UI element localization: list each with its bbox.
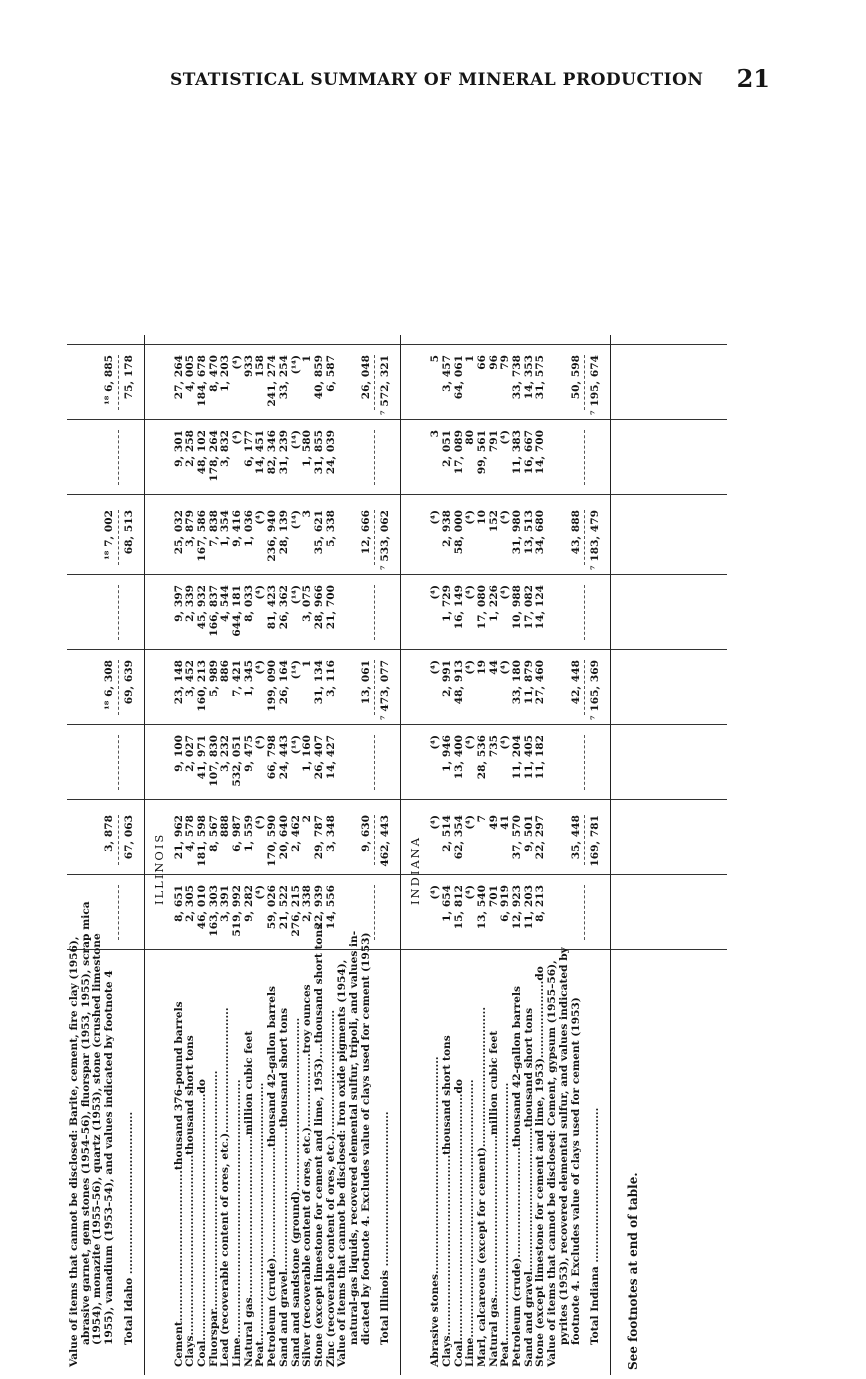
indiana-row-label: Marl, calcareous (except for cement)......................................	[475, 1006, 488, 1367]
indiana-row-value: 735	[487, 735, 500, 758]
indiana-row-value: (⁴)	[464, 510, 477, 525]
illinois-row-label: Petroleum (crude)..............................thousand 42-gallon barrels	[266, 986, 279, 1367]
illinois-row-value: 45, 932	[195, 585, 208, 630]
indiana-row-value: 1, 654	[440, 885, 453, 922]
illinois-row-value: 166, 837	[207, 585, 220, 637]
indiana-row-value: 14, 124	[534, 585, 547, 630]
indiana-row-value: 79	[499, 355, 512, 370]
indiana-row-label: Clays.................................................thousand short tons	[440, 1035, 453, 1367]
idaho-total-value: 75, 178	[122, 355, 135, 400]
indiana-row-value: (⁴)	[464, 885, 477, 900]
column-rule	[67, 419, 727, 420]
indiana-row-value: 58, 000	[452, 510, 465, 555]
indiana-row-value: 33, 180	[511, 660, 523, 705]
indiana-row-value: (⁴)	[464, 735, 477, 750]
indiana-row-value: 1, 226	[487, 585, 500, 622]
illinois-row-label: Cement.........................................thousand 376-pound barrels	[172, 1001, 185, 1367]
subtotal-rule	[374, 430, 375, 485]
indiana-row-value: 11, 383	[511, 430, 523, 475]
column-rule	[67, 874, 727, 875]
indiana-row-value: 16, 149	[452, 585, 465, 630]
illinois-row-value: 3, 348	[324, 815, 337, 852]
illinois-row-value: 25, 032	[172, 510, 185, 555]
subtotal-rule	[584, 355, 585, 410]
illinois-other-label: Value of items that cannot be disclosed: Iron oxide pigments (1954),	[336, 959, 349, 1367]
illinois-row-value: 7, 838	[207, 510, 220, 547]
subtotal-rule	[118, 585, 119, 640]
illinois-row-value: 9, 475	[242, 735, 255, 772]
rotated-table-region	[65, 100, 755, 1375]
indiana-row-value: 16, 667	[522, 430, 535, 475]
illinois-row-value: 3, 232	[219, 735, 232, 772]
illinois-row-value: 48, 102	[195, 430, 208, 475]
illinois-row-value: 28, 139	[277, 510, 290, 555]
illinois-row-value: 40, 859	[312, 355, 325, 400]
subtotal-rule	[374, 885, 375, 940]
illinois-row-value: 4, 544	[219, 585, 232, 622]
indiana-row-label: Natural gas............................................million cubic feet	[487, 1030, 500, 1367]
indiana-row-value: (⁴)	[499, 660, 512, 675]
illinois-total-value: 462, 443	[379, 815, 392, 867]
total-indiana-label: Total Indiana ..........................................	[589, 1107, 602, 1345]
indiana-row-value: 44	[487, 660, 500, 675]
column-rule	[67, 724, 727, 725]
indiana-row-value: 11, 203	[522, 885, 535, 930]
indiana-row-value: 7	[475, 815, 488, 823]
illinois-row-value: 46, 010	[195, 885, 208, 930]
indiana-row-label: Peat......................................................................	[499, 1082, 512, 1367]
illinois-row-value: 9, 301	[172, 430, 185, 467]
indiana-row-value: 37, 570	[511, 815, 523, 860]
indiana-row-value: 99, 561	[475, 430, 488, 475]
indiana-total-value: 169, 781	[589, 815, 602, 867]
indiana-row-value: 13, 400	[452, 735, 465, 780]
illinois-row-value: 9, 100	[172, 735, 185, 772]
illinois-row-value: 3, 879	[184, 510, 197, 547]
indiana-row-value: 66	[475, 355, 488, 370]
illinois-row-value: 31, 134	[312, 660, 325, 705]
indiana-row-value: (⁴)	[499, 585, 512, 600]
running-title: STATISTICAL SUMMARY OF MINERAL PRODUCTION	[170, 70, 704, 90]
illinois-row-value: 6, 587	[324, 355, 337, 392]
section-title-indiana: INDIANA	[408, 835, 423, 905]
subtotal-rule	[374, 585, 375, 640]
illinois-row-value: 888	[219, 815, 232, 838]
illinois-row-value: 27, 264	[172, 355, 185, 400]
indiana-other-value: 50, 598	[569, 355, 582, 400]
illinois-row-value: 2, 462	[289, 815, 302, 852]
idaho-other-label: Value of items that cannot be disclosed: Barite, cement, fire clay (1956),	[68, 936, 80, 1367]
illinois-row-label: Clays.................................................thousand short tons	[184, 1035, 197, 1367]
page-header	[170, 66, 770, 92]
illinois-row-value: 3, 116	[324, 660, 337, 697]
indiana-row-value: (⁴)	[464, 815, 477, 830]
illinois-row-value: 3, 391	[219, 885, 232, 922]
indiana-row-value: (⁴)	[429, 585, 442, 600]
indiana-row-value: 152	[487, 510, 500, 533]
total-illinois-label: Total Illinois ..........................................	[379, 1111, 392, 1345]
illinois-row-value: (⁴)	[254, 510, 267, 525]
indiana-row-value: 96	[487, 355, 500, 370]
illinois-row-value: (¹⁴)	[289, 660, 302, 680]
indiana-row-value: 34, 680	[534, 510, 547, 555]
illinois-row-value: 6, 987	[231, 815, 243, 852]
illinois-other-value: 9, 630	[359, 815, 372, 852]
illinois-row-value: 8, 567	[207, 815, 220, 852]
illinois-row-value: 3, 075	[301, 585, 314, 622]
illinois-row-value: 1, 345	[242, 660, 255, 697]
illinois-total-value: ⁷ 473, 077	[379, 660, 392, 720]
subtotal-rule	[584, 430, 585, 485]
illinois-row-value: 519, 992	[231, 885, 243, 937]
illinois-row-value: 2, 339	[184, 585, 197, 622]
section-rule	[610, 335, 611, 1375]
illinois-other-value: 13, 061	[359, 660, 372, 705]
column-rule	[67, 344, 727, 345]
illinois-row-value: 21, 962	[172, 815, 185, 860]
illinois-row-value: 933	[242, 355, 255, 378]
indiana-total-value: ⁷ 165, 369	[589, 660, 602, 720]
idaho-total-value: 69, 639	[122, 660, 135, 705]
subtotal-rule	[584, 885, 585, 940]
indiana-row-value: 2, 051	[440, 430, 453, 467]
idaho-other-value: ¹⁸ 7, 002	[103, 510, 116, 560]
illinois-row-value: 8, 033	[242, 585, 255, 622]
illinois-row-label: Coal...................................................................do	[195, 1079, 208, 1367]
illinois-row-value: (⁴)	[254, 735, 267, 750]
column-rule	[67, 649, 727, 650]
illinois-row-value: (¹⁴)	[289, 735, 302, 755]
illinois-row-value: 66, 798	[266, 735, 279, 780]
illinois-row-value: 5, 989	[207, 660, 220, 697]
indiana-row-value: 31, 980	[511, 510, 523, 555]
indiana-row-value: 41	[499, 815, 512, 830]
illinois-row-label: Sand and sandstone (ground)...............................................	[289, 1017, 302, 1367]
illinois-row-value: 3, 832	[219, 430, 232, 467]
illinois-row-value: 1	[301, 660, 314, 668]
indiana-row-value: 6, 919	[499, 885, 512, 922]
illinois-row-value: 2, 258	[184, 430, 197, 467]
subtotal-rule	[374, 735, 375, 790]
indiana-other-label: footnote 4. Excludes value of clays used for cement (1953)	[569, 997, 582, 1345]
illinois-row-value: 9, 416	[231, 510, 243, 547]
indiana-row-value: 12, 923	[511, 885, 523, 930]
indiana-row-value: 17, 080	[475, 585, 488, 630]
indiana-row-value: 31, 575	[534, 355, 547, 400]
illinois-other-label: natural-gas liquids, recovered elemental sulfur, tripoli, and values in-	[348, 930, 360, 1345]
illinois-row-value: 20, 640	[277, 815, 290, 860]
indiana-row-value: 3	[429, 430, 442, 438]
idaho-other-value: ¹⁸ 6, 308	[103, 660, 116, 710]
illinois-row-value: 9, 397	[172, 585, 185, 622]
illinois-row-value: 1, 203	[219, 355, 232, 392]
indiana-row-value: 49	[487, 815, 500, 830]
illinois-row-value: 107, 830	[207, 735, 220, 787]
indiana-row-value: 1, 946	[440, 735, 453, 772]
illinois-row-value: 2	[301, 815, 314, 823]
illinois-row-value: 170, 590	[266, 815, 279, 867]
column-rule	[67, 949, 727, 950]
indiana-row-value: 9, 501	[522, 815, 535, 852]
indiana-total-value: ⁷ 183, 479	[589, 510, 602, 570]
subtotal-rule	[584, 510, 585, 565]
illinois-row-value: 29, 787	[312, 815, 325, 860]
subtotal-rule	[118, 355, 119, 410]
subtotal-rule	[118, 815, 119, 865]
illinois-total-value: ⁷ 533, 062	[379, 510, 392, 570]
illinois-row-value: 241, 274	[266, 355, 279, 407]
indiana-row-value: 5	[429, 355, 442, 363]
subtotal-rule	[118, 735, 119, 790]
illinois-row-value: 21, 522	[277, 885, 290, 930]
illinois-row-value: 163, 303	[207, 885, 220, 937]
illinois-row-value: 21, 700	[324, 585, 337, 630]
illinois-row-value: 178, 264	[207, 430, 220, 482]
indiana-total-value: ⁷ 195, 674	[589, 355, 602, 415]
illinois-row-value: 14, 427	[324, 735, 337, 780]
illinois-row-label: Natural gas............................................million cubic feet	[242, 1030, 255, 1367]
illinois-row-label: Silver (recoverable content of ores, etc.)....................troy ounces	[301, 984, 314, 1367]
illinois-row-value: 81, 423	[266, 585, 279, 630]
illinois-row-value: 532, 051	[231, 735, 243, 787]
illinois-row-value: 184, 678	[195, 355, 208, 407]
indiana-row-value: (⁴)	[429, 735, 442, 750]
indiana-row-label: Sand and gravel.......................................thousand short tons	[522, 1007, 535, 1367]
illinois-row-label: Fluorspar.................................................................	[207, 1070, 220, 1367]
indiana-row-label: Stone (except limestone for cement and lime, 1953).....................do	[534, 966, 547, 1367]
illinois-row-value: 1, 580	[301, 430, 314, 467]
illinois-row-value: 9, 282	[242, 885, 255, 922]
column-rule	[67, 799, 727, 800]
indiana-row-value: 1	[464, 355, 477, 363]
indiana-row-value: 3, 457	[440, 355, 453, 392]
illinois-row-label: Lead (recoverable content of ores, etc.)..................................	[219, 1007, 232, 1367]
indiana-other-label: Value of items that cannot be disclosed: Cement, gypsum (1955–56),	[546, 960, 559, 1367]
illinois-row-value: 276, 215	[289, 885, 302, 937]
indiana-row-value: 48, 913	[452, 660, 465, 705]
indiana-row-value: 27, 460	[534, 660, 547, 705]
indiana-row-value: 22, 297	[534, 815, 547, 860]
illinois-row-value: 2, 305	[184, 885, 197, 922]
subtotal-rule	[584, 660, 585, 715]
illinois-row-value: (¹⁴)	[289, 585, 302, 605]
indiana-row-value: 62, 354	[452, 815, 465, 860]
indiana-row-value: 14, 700	[534, 430, 547, 475]
indiana-row-value: 64, 061	[452, 355, 465, 400]
indiana-other-value: 35, 448	[569, 815, 582, 860]
illinois-row-value: 236, 940	[266, 510, 279, 562]
indiana-row-value: 2, 938	[440, 510, 453, 547]
subtotal-rule	[584, 815, 585, 865]
indiana-row-value: 19	[475, 660, 488, 675]
illinois-row-label: Peat......................................................................	[254, 1082, 267, 1367]
idaho-other-label: abrasive garnet, gem stones (1954–56), fluorspar (1953, 1955), scrap mica	[79, 901, 92, 1345]
illinois-row-value: 8, 651	[172, 885, 185, 922]
illinois-row-value: 26, 362	[277, 585, 290, 630]
idaho-other-value: ¹⁸ 6, 885	[103, 355, 116, 405]
illinois-row-value: (⁴)	[254, 660, 267, 675]
idaho-other-label: (1954), monazite (1955–56), quartz (1953), stone (crushed limestone	[91, 933, 104, 1345]
illinois-row-value: 41, 971	[195, 735, 208, 780]
indiana-row-label: Coal...................................................................do	[452, 1079, 465, 1367]
indiana-other-label: pyrites (1953), recovered elemental sulfur, and values indicated by	[557, 947, 570, 1345]
indiana-row-label: Abrasive stones...........................................................	[429, 1056, 442, 1367]
indiana-row-value: 11, 405	[522, 735, 535, 780]
indiana-row-value: 10	[475, 510, 488, 525]
illinois-row-value: 4, 005	[184, 355, 197, 392]
illinois-row-label: Sand and gravel.......................................thousand short tons	[277, 1007, 290, 1367]
indiana-row-value: 80	[464, 430, 477, 445]
indiana-row-value: (⁴)	[464, 585, 477, 600]
illinois-row-value: 1, 160	[301, 735, 314, 772]
indiana-other-value: 42, 448	[569, 660, 582, 705]
subtotal-rule	[118, 510, 119, 565]
illinois-row-value: 23, 148	[172, 660, 185, 705]
illinois-row-value: (¹⁴)	[289, 355, 302, 375]
illinois-row-value: 28, 966	[312, 585, 325, 630]
subtotal-rule	[584, 585, 585, 640]
indiana-row-value: (⁴)	[499, 430, 512, 445]
illinois-row-value: 24, 443	[277, 735, 290, 780]
subtotal-rule	[118, 430, 119, 485]
idaho-other-value: 3, 878	[103, 815, 116, 852]
subtotal-rule	[118, 660, 119, 715]
illinois-row-value: (⁴)	[254, 815, 267, 830]
illinois-total-value: ⁷ 572, 321	[379, 355, 392, 415]
indiana-row-value: 14, 353	[522, 355, 535, 400]
subtotal-rule	[374, 510, 375, 565]
indiana-row-value: 17, 089	[452, 430, 465, 475]
indiana-row-value: 13, 540	[475, 885, 488, 930]
illinois-row-value: 2, 338	[301, 885, 314, 922]
indiana-row-value: (⁴)	[429, 510, 442, 525]
subtotal-rule	[584, 735, 585, 790]
indiana-row-value: 701	[487, 885, 500, 908]
page-number: 21	[736, 64, 770, 93]
illinois-row-value: 14, 556	[324, 885, 337, 930]
illinois-row-value: 158	[254, 355, 267, 378]
illinois-row-value: (⁴)	[231, 355, 243, 370]
illinois-other-value: 12, 666	[359, 510, 372, 555]
illinois-row-value: 1, 036	[242, 510, 255, 547]
illinois-row-value: 3	[301, 510, 314, 518]
indiana-row-value: (⁴)	[499, 510, 512, 525]
illinois-row-value: 160, 213	[195, 660, 208, 712]
illinois-row-value: 22, 939	[312, 885, 325, 930]
illinois-row-value: 59, 026	[266, 885, 279, 930]
illinois-row-value: 181, 598	[195, 815, 208, 867]
section-rule	[400, 335, 401, 1375]
idaho-total-value: 67, 063	[122, 815, 135, 860]
illinois-row-value: 1	[301, 355, 314, 363]
indiana-row-value: 1, 729	[440, 585, 453, 622]
total-idaho-label: Total Idaho ............................................	[122, 1111, 135, 1345]
illinois-row-value: 26, 407	[312, 735, 325, 780]
illinois-row-value: 644, 181	[231, 585, 243, 637]
illinois-row-value: (¹⁴)	[289, 510, 302, 530]
indiana-row-value: 13, 513	[522, 510, 535, 555]
illinois-row-value: 8, 470	[207, 355, 220, 392]
statistical-table	[65, 100, 755, 1375]
indiana-row-value: (⁴)	[499, 735, 512, 750]
indiana-row-value: 15, 812	[452, 885, 465, 930]
indiana-row-value: (⁴)	[429, 885, 442, 900]
indiana-row-value: 11, 182	[534, 735, 547, 780]
illinois-row-value: 199, 090	[266, 660, 279, 712]
illinois-row-label: Stone (except limestone for cement and lime, 1953)....thousand short tons	[312, 923, 325, 1367]
illinois-row-value: 82, 346	[266, 430, 279, 475]
illinois-row-value: 1, 354	[219, 510, 232, 547]
indiana-row-value: (⁴)	[464, 660, 477, 675]
section-rule	[144, 335, 145, 1375]
idaho-other-label: 1955), vanadium (1953–54), and values indicated by footnote 4	[103, 970, 116, 1345]
indiana-row-value: 33, 738	[511, 355, 523, 400]
illinois-row-value: 35, 621	[312, 510, 325, 555]
illinois-other-label: dicated by footnote 4. Excludes value of clays used for cement (1953)	[359, 932, 372, 1345]
subtotal-rule	[374, 815, 375, 865]
indiana-row-label: Lime......................................................................	[464, 1079, 477, 1367]
illinois-row-value: 14, 451	[254, 430, 267, 475]
indiana-row-value: 10, 988	[511, 585, 523, 630]
illinois-row-value: (¹⁴)	[289, 430, 302, 450]
illinois-row-value: 31, 239	[277, 430, 290, 475]
illinois-row-value: 3, 452	[184, 660, 197, 697]
illinois-row-label: Zinc (recoverable content of ores, etc.)..................................	[324, 1009, 337, 1367]
illinois-row-value: (⁴)	[254, 885, 267, 900]
indiana-row-value: 17, 082	[522, 585, 535, 630]
illinois-row-value: 886	[219, 660, 232, 683]
column-rule	[67, 574, 727, 575]
indiana-row-value: 791	[487, 430, 500, 453]
subtotal-rule	[374, 355, 375, 410]
illinois-other-value: 26, 048	[359, 355, 372, 400]
subtotal-rule	[118, 885, 119, 940]
illinois-row-value: 33, 254	[277, 355, 290, 400]
idaho-total-value: 68, 513	[122, 510, 135, 555]
indiana-row-value: 28, 536	[475, 735, 488, 780]
indiana-row-value: 2, 991	[440, 660, 453, 697]
illinois-row-value: 4, 578	[184, 815, 197, 852]
illinois-row-label: Lime......................................................................	[231, 1079, 243, 1367]
indiana-row-value: (⁴)	[429, 815, 442, 830]
illinois-row-value: 31, 855	[312, 430, 325, 475]
indiana-row-value: 8, 213	[534, 885, 547, 922]
illinois-row-value: (⁴)	[231, 430, 243, 445]
illinois-row-value: (⁴)	[254, 585, 267, 600]
illinois-row-value: 6, 177	[242, 430, 255, 467]
subtotal-rule	[374, 660, 375, 715]
column-rule	[67, 494, 727, 495]
section-title-illinois: ILLINOIS	[151, 832, 166, 905]
illinois-row-value: 7, 421	[231, 660, 243, 697]
illinois-row-value: 5, 338	[324, 510, 337, 547]
indiana-row-value: 2, 514	[440, 815, 453, 852]
illinois-row-value: 167, 586	[195, 510, 208, 562]
illinois-row-value: 24, 039	[324, 430, 337, 475]
footnote-reference: See footnotes at end of table.	[625, 1172, 640, 1370]
indiana-row-value: 11, 204	[511, 735, 523, 780]
indiana-row-value: 11, 879	[522, 660, 535, 705]
illinois-row-value: 26, 164	[277, 660, 290, 705]
illinois-row-value: 2, 027	[184, 735, 197, 772]
indiana-row-value: (⁴)	[429, 660, 442, 675]
indiana-row-label: Petroleum (crude)..............................thousand 42-gallon barrels	[511, 986, 523, 1367]
indiana-other-value: 43, 888	[569, 510, 582, 555]
illinois-row-value: 1, 559	[242, 815, 255, 852]
